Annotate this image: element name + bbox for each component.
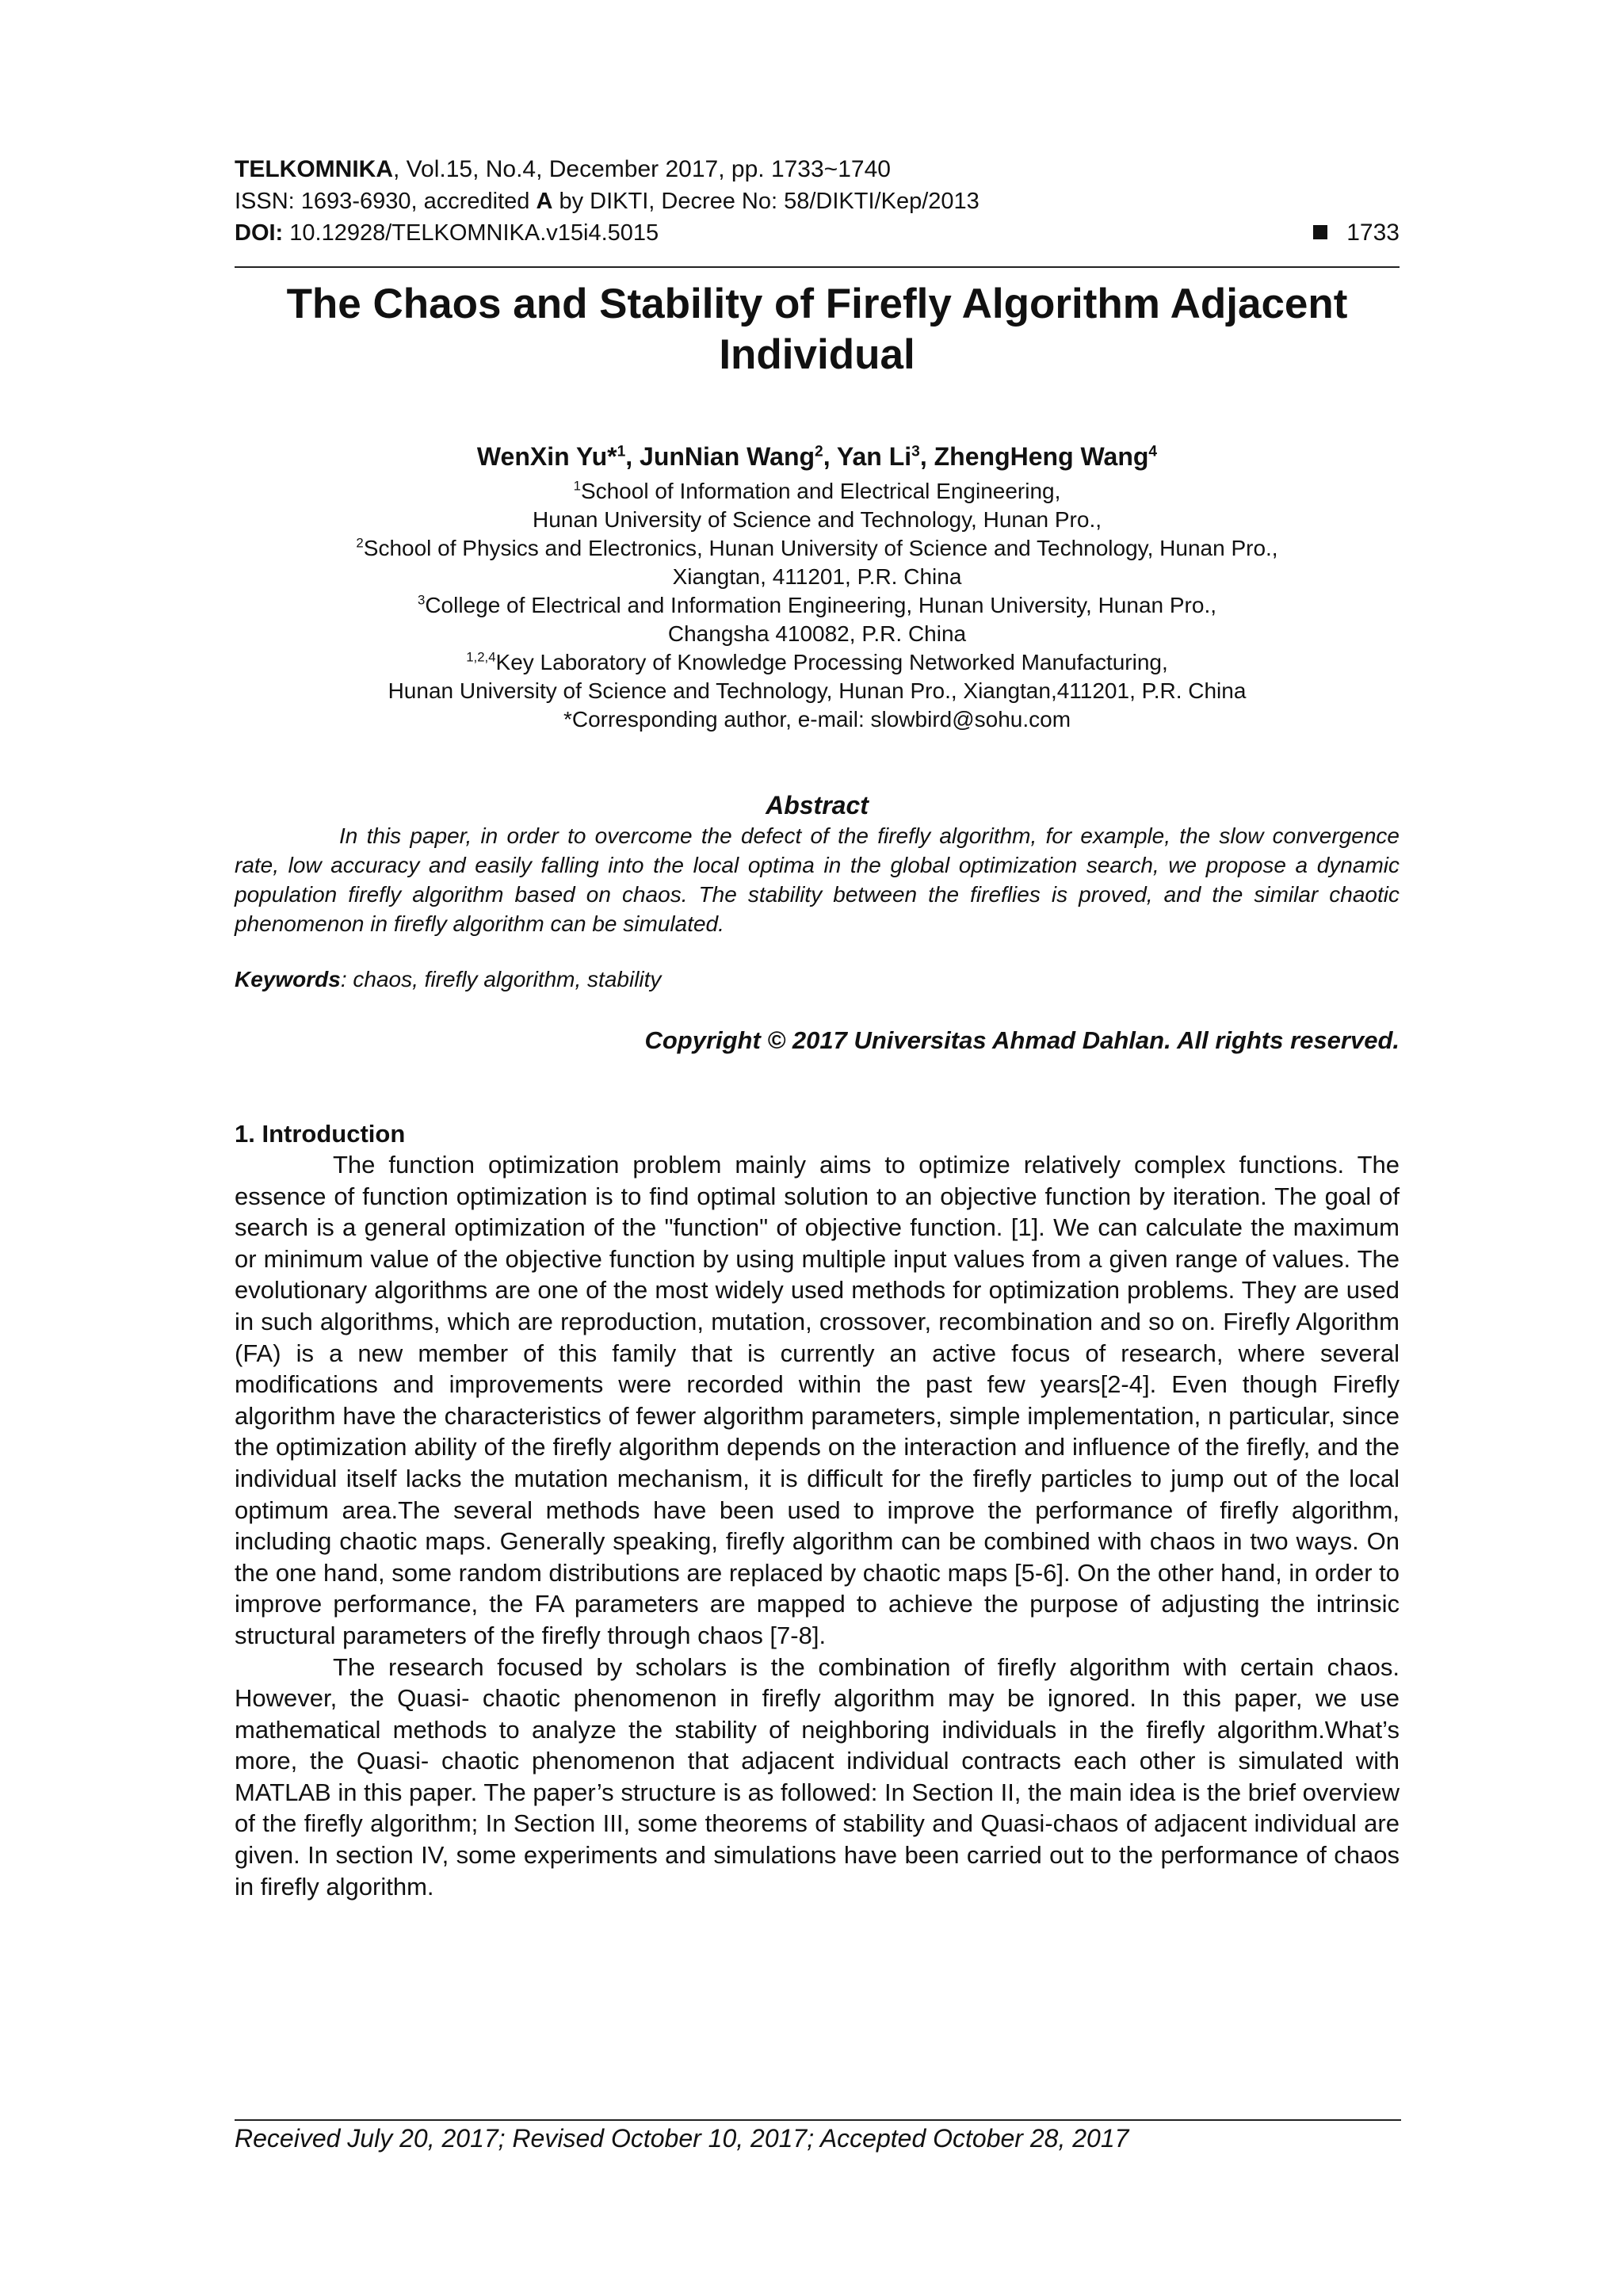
author-1: WenXin Yu*: [476, 442, 617, 471]
title-line-1: The Chaos and Stability of Firefly Algorithm Adjacent: [286, 281, 1348, 327]
affiliations: [235, 477, 1400, 734]
author-4-sup: 4: [1148, 443, 1158, 460]
page-number-block: [1313, 219, 1400, 247]
corresponding-author: *Corresponding author, e-mail: slowbird@sohu.com: [563, 707, 1071, 732]
square-bullet-icon: [1313, 225, 1327, 239]
affiliation-line: Xiangtan, 411201, P.R. China: [672, 564, 962, 589]
volume-info: , Vol.15, No.4, December 2017, pp. 1733~1740: [392, 156, 891, 182]
author-2-sup: 2: [815, 443, 823, 460]
doi-value: 10.12928/TELKOMNIKA.v15i4.5015: [283, 220, 659, 246]
affiliation-line: Hunan University of Science and Technology, Hunan Pro., Xiangtan,411201, P.R. China: [388, 678, 1247, 703]
issn: ISSN: 1693-6930,: [235, 189, 424, 214]
affiliation-line: [235, 591, 1400, 620]
affiliation-text: Key Laboratory of Knowledge Processing Networked Manufacturing,: [495, 650, 1168, 674]
affiliation-line: [235, 648, 1400, 677]
affiliation-text: School of Information and Electrical Engineering,: [580, 479, 1061, 503]
journal-name: TELKOMNIKA: [235, 156, 393, 182]
affiliation-sup: 1,2,4: [466, 649, 496, 665]
author-3-sup: 3: [911, 443, 920, 460]
author-list: [235, 441, 1400, 472]
accredited-word: accredited: [423, 189, 537, 214]
affiliation-sup: 3: [417, 592, 426, 608]
body-paragraph: The function optimization problem mainly aims to optimize relatively complex functions. The essence of function optimization is to find optimal solution to an objective function by iteration. The goal of search is a general optimization of the "function" of objective function. [1]. We can calculate the maximum or minimum value of the objective function by using multiple input values from a given range of values. The evolutionary algorithms are one of the most widely used methods for optimization problems. They are used in such algorithms, which are reproduction, mutation, crossover, recombination and so on. Firefly Algorithm (FA) is a new member of this family that is currently an active focus of research, where several modifications and improvements were recorded within the past few years[2-4]. Even though Firefly algorithm have the characteristics of fewer algorithm parameters, simple implementation, n particular, since the optimization ability of the firefly algorithm depends on the interaction and influence of the firefly, and the individual itself lacks the mutation mechanism, it is difficult for the firefly particles to jump out of the local optimum area.The several methods have been used to improve the performance of firefly algorithm, including chaotic maps. Generally speaking, firefly algorithm can be combined with chaos in two ways. On the one hand, some random distributions are replaced by chaotic maps [5-6]. On the other hand, in order to improve performance, the FA parameters are mapped to achieve the purpose of adjusting the intrinsic structural parameters of the firefly through chaos [7-8].: [235, 1151, 1400, 1649]
page-number: 1733: [1346, 220, 1400, 246]
accredited-grade: A: [536, 189, 553, 214]
doi-line: [235, 219, 1400, 247]
abstract-text: In this paper, in order to overcome the defect of the firefly algorithm, for example, the slow convergence rate, low accuracy and easily falling into the local optima in the global optimization search, we propose a dynamic population firefly algorithm based on chaos. The stability between the fireflies is proved, and the similar chaotic phenomenon in firefly algorithm can be simulated.: [235, 823, 1400, 936]
issn-line: [235, 187, 1400, 216]
keywords-line: [235, 965, 1400, 994]
affiliation-text: College of Electrical and Information Engineering, Hunan University, Hunan Pro.,: [425, 593, 1217, 617]
journal-citation: [235, 155, 1400, 184]
footer-rule: [235, 2119, 1401, 2121]
author-2: , JunNian Wang: [625, 442, 815, 471]
accreditation-decree: by DIKTI, Decree No: 58/DIKTI/Kep/2013: [552, 189, 980, 214]
affiliation-line: Hunan University of Science and Technology, Hunan Pro.,: [532, 507, 1102, 532]
author-1-sup: 1: [617, 443, 626, 460]
received-dates: Received July 20, 2017; Revised October 10, 2017; Accepted October 28, 2017: [235, 2124, 1129, 2153]
keywords-label: Keywords: [235, 967, 341, 991]
keywords-value: : chaos, firefly algorithm, stability: [340, 967, 662, 991]
paper-title: [235, 279, 1400, 380]
author-4: , ZhengHeng Wang: [919, 442, 1149, 471]
copyright-notice: Copyright © 2017 Universitas Ahmad Dahlan. All rights reserved.: [644, 1026, 1400, 1054]
affiliation-line: [235, 477, 1400, 506]
affiliation-text: School of Physics and Electronics, Hunan University of Science and Technology, Hunan Pro.,: [363, 536, 1278, 560]
abstract-heading: Abstract: [766, 791, 869, 819]
affiliation-line: [235, 534, 1400, 563]
affiliation-sup: 2: [356, 535, 364, 551]
introduction-body: [235, 1149, 1400, 1902]
title-line-2: Individual: [719, 331, 915, 378]
author-3: , Yan Li: [823, 442, 912, 471]
affiliation-sup: 1: [573, 478, 581, 494]
doi-label: DOI:: [235, 220, 284, 246]
body-paragraph: The research focused by scholars is the combination of firefly algorithm with certain chaos. However, the Quasi- chaotic phenomenon in firefly algorithm may be ignored. In this paper, we use mathematical methods to analyze the stability of neighboring individuals in the firefly algorithm.What’s more, the Quasi- chaotic phenomenon that adjacent individual contracts each other is simulated with MATLAB in this paper. The paper’s structure is as followed: In Section II, the main idea is the brief overview of the firefly algorithm; In Section III, some theorems of stability and Quasi-chaos of adjacent individual are given. In section IV, some experiments and simulations have been carried out to the performance of chaos in firefly algorithm.: [235, 1652, 1400, 1901]
header-rule: [235, 266, 1400, 268]
affiliation-line: Changsha 410082, P.R. China: [667, 621, 967, 646]
section-heading-introduction: 1. Introduction: [235, 1120, 406, 1148]
